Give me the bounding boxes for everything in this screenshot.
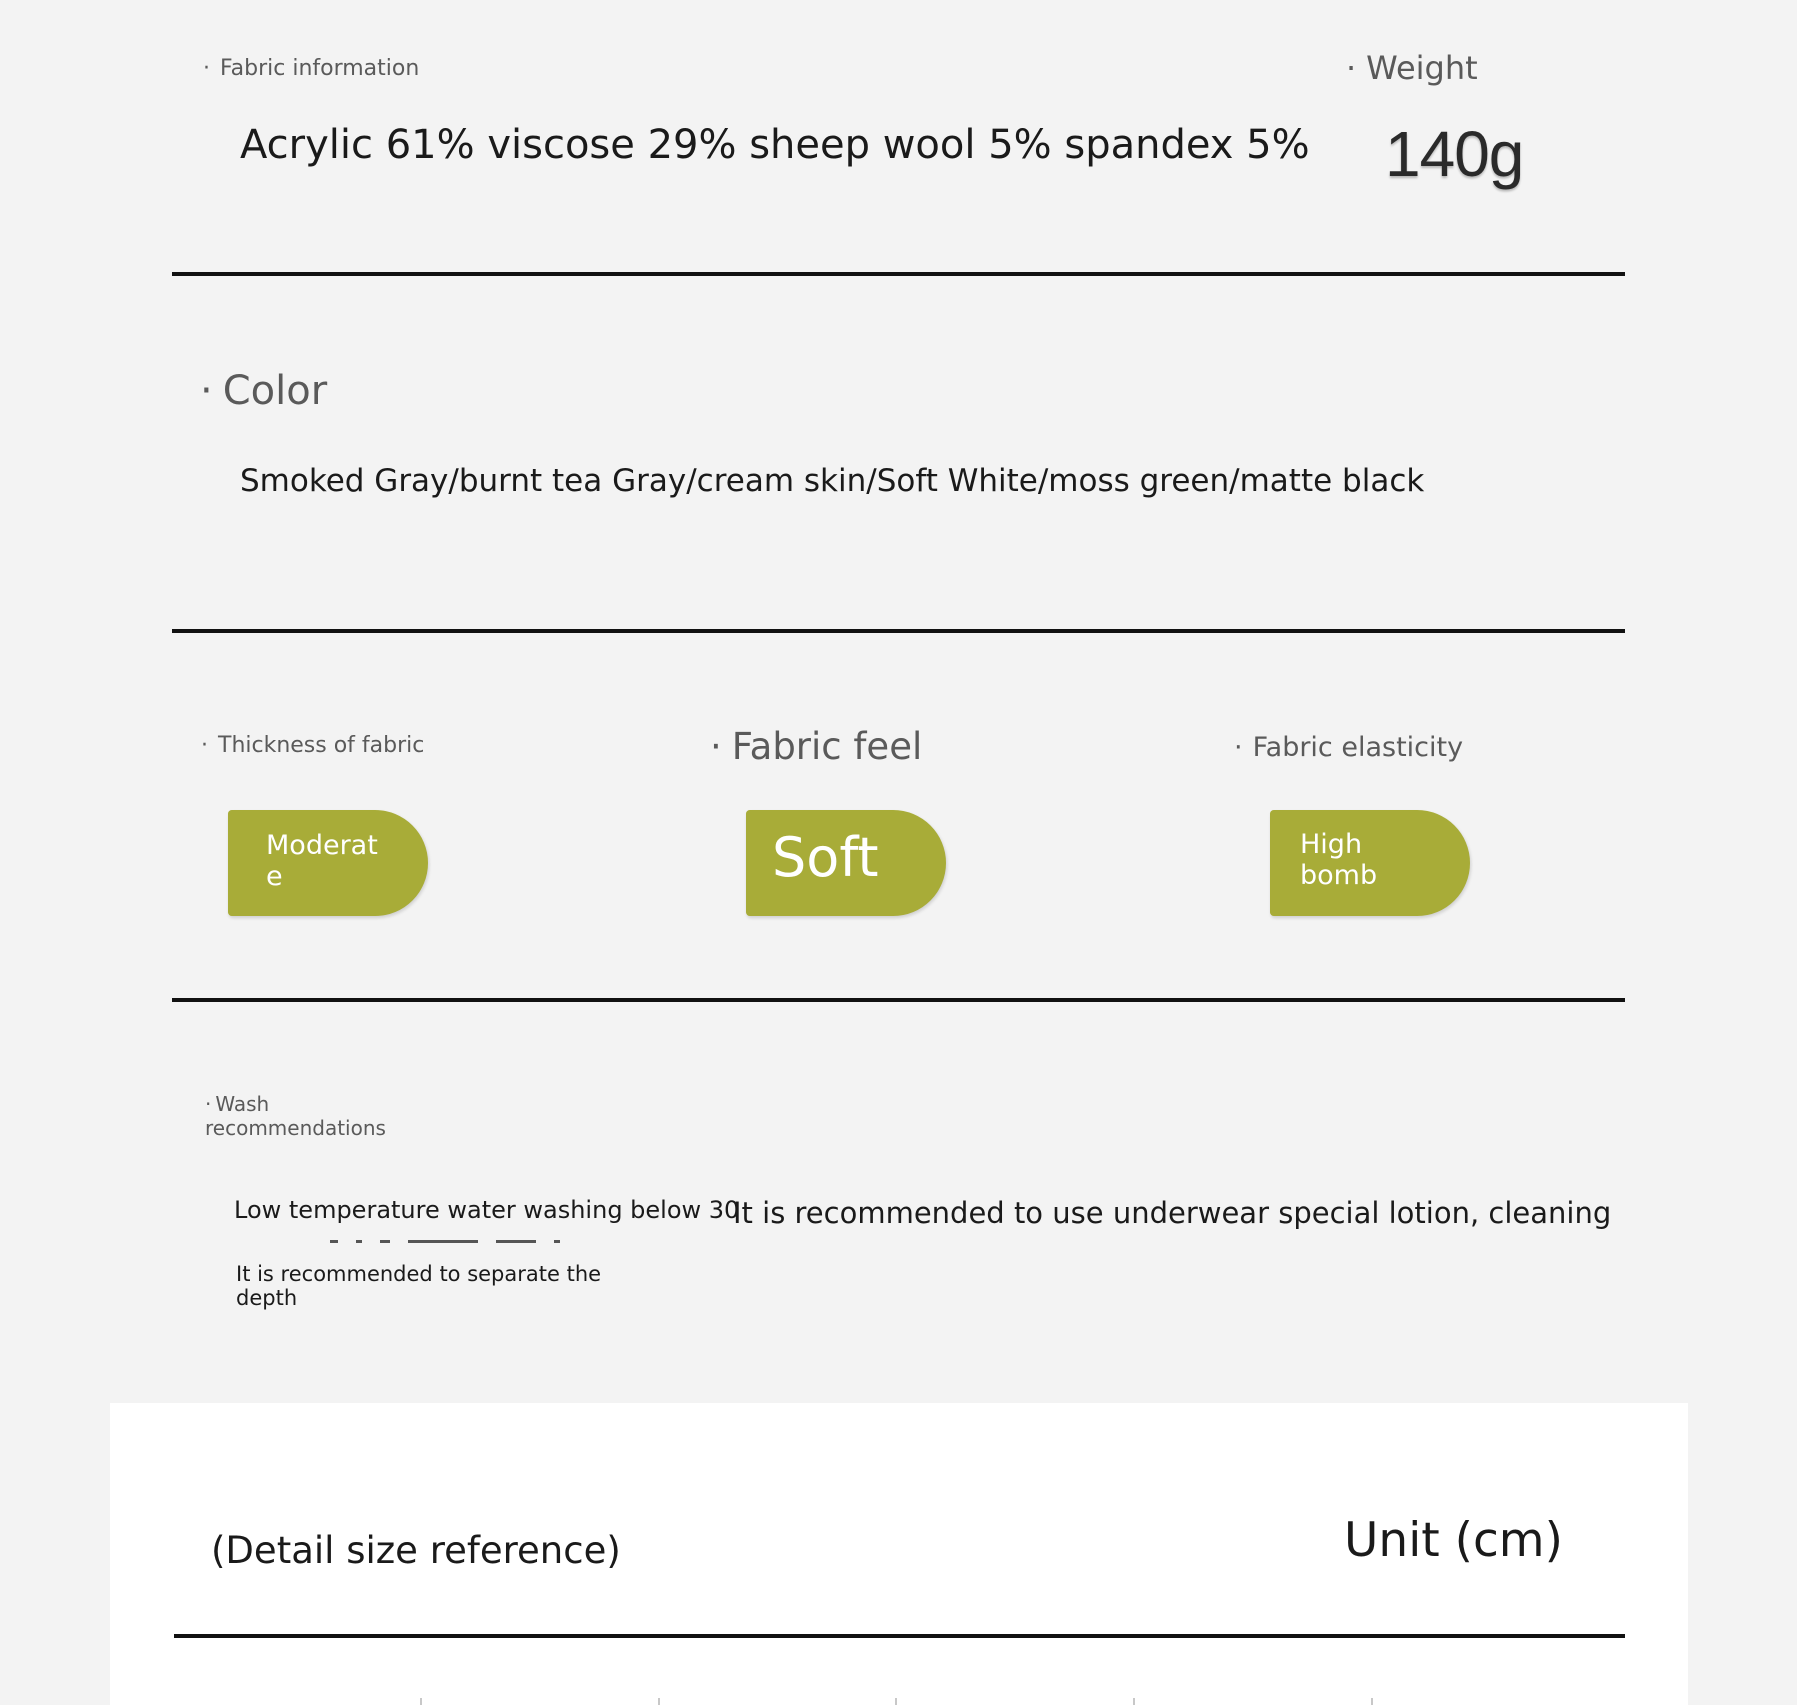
color-value: Smoked Gray/burnt tea Gray/cream skin/Soft White/moss green/matte black [240,463,1425,499]
bullet: · [200,368,213,414]
weight-label: · Weight [1346,49,1478,87]
wash-recommendations-label: · Wash recommendations [205,1092,386,1140]
fabric-feel-value: Soft [772,826,879,889]
wash-instruction: Low temperature water washing below 30 [234,1196,740,1224]
bullet: · [203,56,210,81]
table-column-tick [895,1698,897,1705]
divider [172,998,1625,1002]
thickness-value: Moderate [266,830,378,892]
clipped-text-fragment [330,1240,690,1246]
elasticity-label: · Fabric elasticity [1234,732,1464,763]
wash-separation-note: It is recommended to separate the depth [236,1262,602,1310]
elasticity-badge [1270,810,1470,916]
weight-value: 140g [1385,118,1524,190]
table-column-tick [1133,1698,1135,1705]
bullet: · [1234,732,1243,763]
thickness-badge [228,810,428,916]
bullet: · [1346,49,1357,87]
fabric-feel-label: · Fabric feel [710,725,923,768]
fabric-information-label: · Fabric information [203,56,420,81]
elasticity-value: High bomb [1300,829,1378,891]
color-label: · Color [200,368,328,414]
fabric-feel-badge [746,810,946,916]
detail-size-reference-title: (Detail size reference) [211,1529,621,1572]
bullet: · [201,733,208,758]
fabric-composition: Acrylic 61% viscose 29% sheep wool 5% spandex 5% [240,122,1310,168]
table-column-tick [420,1698,422,1705]
table-column-tick [658,1698,660,1705]
divider [172,272,1625,276]
divider [172,629,1625,633]
thickness-label: · Thickness of fabric [201,733,425,758]
wash-instruction-continued: It is recommended to use underwear special lotion, cleaning [733,1196,1612,1230]
table-column-tick [1371,1698,1373,1705]
bullet: · [205,1092,212,1116]
unit-label: Unit (cm) [1344,1513,1563,1568]
divider [174,1634,1625,1638]
bullet: · [710,725,722,768]
